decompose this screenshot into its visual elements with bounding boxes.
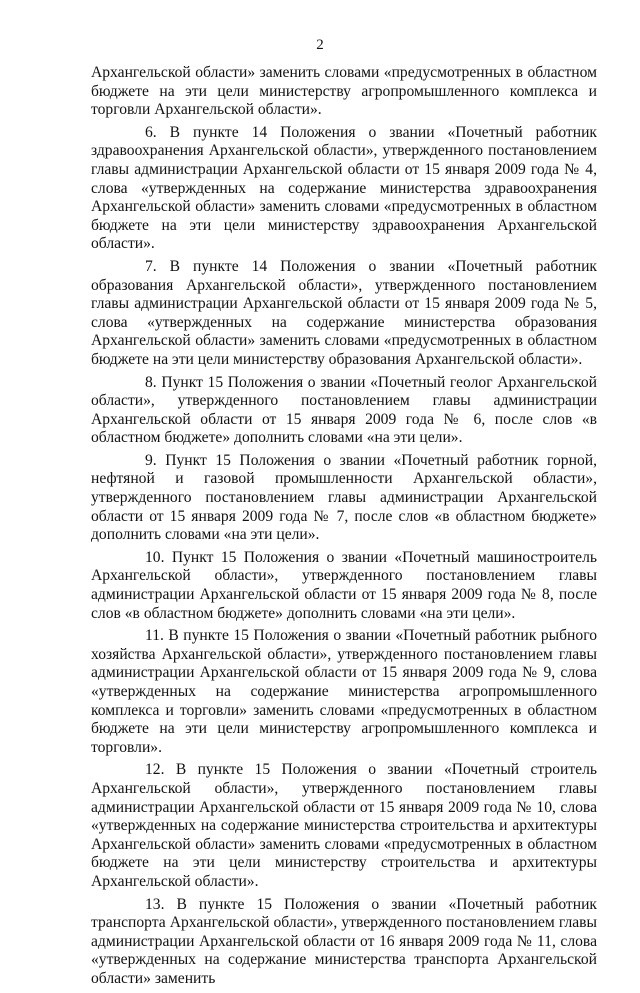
paragraph-item-11: 11. В пункте 15 Положения о звании «Почетный работник рыбного хозяйства Архангельской области», утвержденного постановлением главы администрации Архангельской области от 15 января 2009 года № 9, слова «утвержденных на содержание министерства агропромышленного комплекса и торговли» заменить словами «предусмотренных в областном бюджете на эти цели министерству агропромышленного комплекса и торговли».: [91, 627, 597, 756]
paragraph-item-6: 6. В пункте 14 Положения о звании «Почетный работник здравоохранения Архангельской области», утвержденного постановлением главы администрации Архангельской области от 15 января 2009 года № 4, слова «утвержденных на содержание министерства здравоохранения Архангельской области» заменить словами «предусмотренных в областном бюджете на эти цели министерству здравоохранения Архангельской области».: [91, 123, 597, 253]
paragraph-item-12: 12. В пункте 15 Положения о звании «Почетный строитель Архангельской области», утвержденного постановлением главы администрации Архангельской области от 15 января 2009 года № 10, слова «утвержденных на содержание министерства строительства и архитектуры Архангельской области» заменить словами «предусмотренных в областном бюджете на эти цели министерству строительства и архитектуры Архангельской области».: [91, 761, 597, 890]
paragraph-item-13: 13. В пункте 15 Положения о звании «Почетный работник транспорта Архангельской области», утвержденного постановлением главы администрации Архангельской области от 16 января 2009 года № 11, слова «утвержденных на содержание министерства транспорта Архангельской области» заменить: [91, 895, 597, 987]
document-body: [91, 64, 597, 993]
paragraph-item-8: 8. Пункт 15 Положения о звании «Почетный геолог Архангельской области», утвержденного постановлением главы администрации Архангельской области от 15 января 2009 года № 6, после слов «в областном бюджете» дополнить словами «на эти цели».: [91, 373, 597, 447]
paragraph-item-7: 7. В пункте 14 Положения о звании «Почетный работник образования Архангельской области», утвержденного постановлением главы администрации Архангельской области от 15 января 2009 года № 5, слова «утвержденных на содержание министерства образования Архангельской области» заменить словами «предусмотренных в областном бюджете на эти цели министерству образования Архангельской области».: [91, 257, 597, 368]
page-number: 2: [316, 37, 324, 53]
paragraph-continuation: Архангельской области» заменить словами «предусмотренных в областном бюджете на эти цели министерству агропромышленного комплекса и торговли Архангельской области».: [91, 64, 597, 119]
paragraph-item-9: 9. Пункт 15 Положения о звании «Почетный работник горной, нефтяной и газовой промышленности Архангельской области», утвержденного постановлением главы администрации Архангельской области от 15 января 2009 года № 7, после слов «в областном бюджете» дополнить словами «на эти цели».: [91, 451, 597, 544]
paragraph-item-10: 10. Пункт 15 Положения о звании «Почетный машиностроитель Архангельской области», утвержденного постановлением главы администрации Архангельской области от 15 января 2009 года № 8, после слов «в областном бюджете» дополнить словами «на эти цели».: [91, 548, 597, 622]
